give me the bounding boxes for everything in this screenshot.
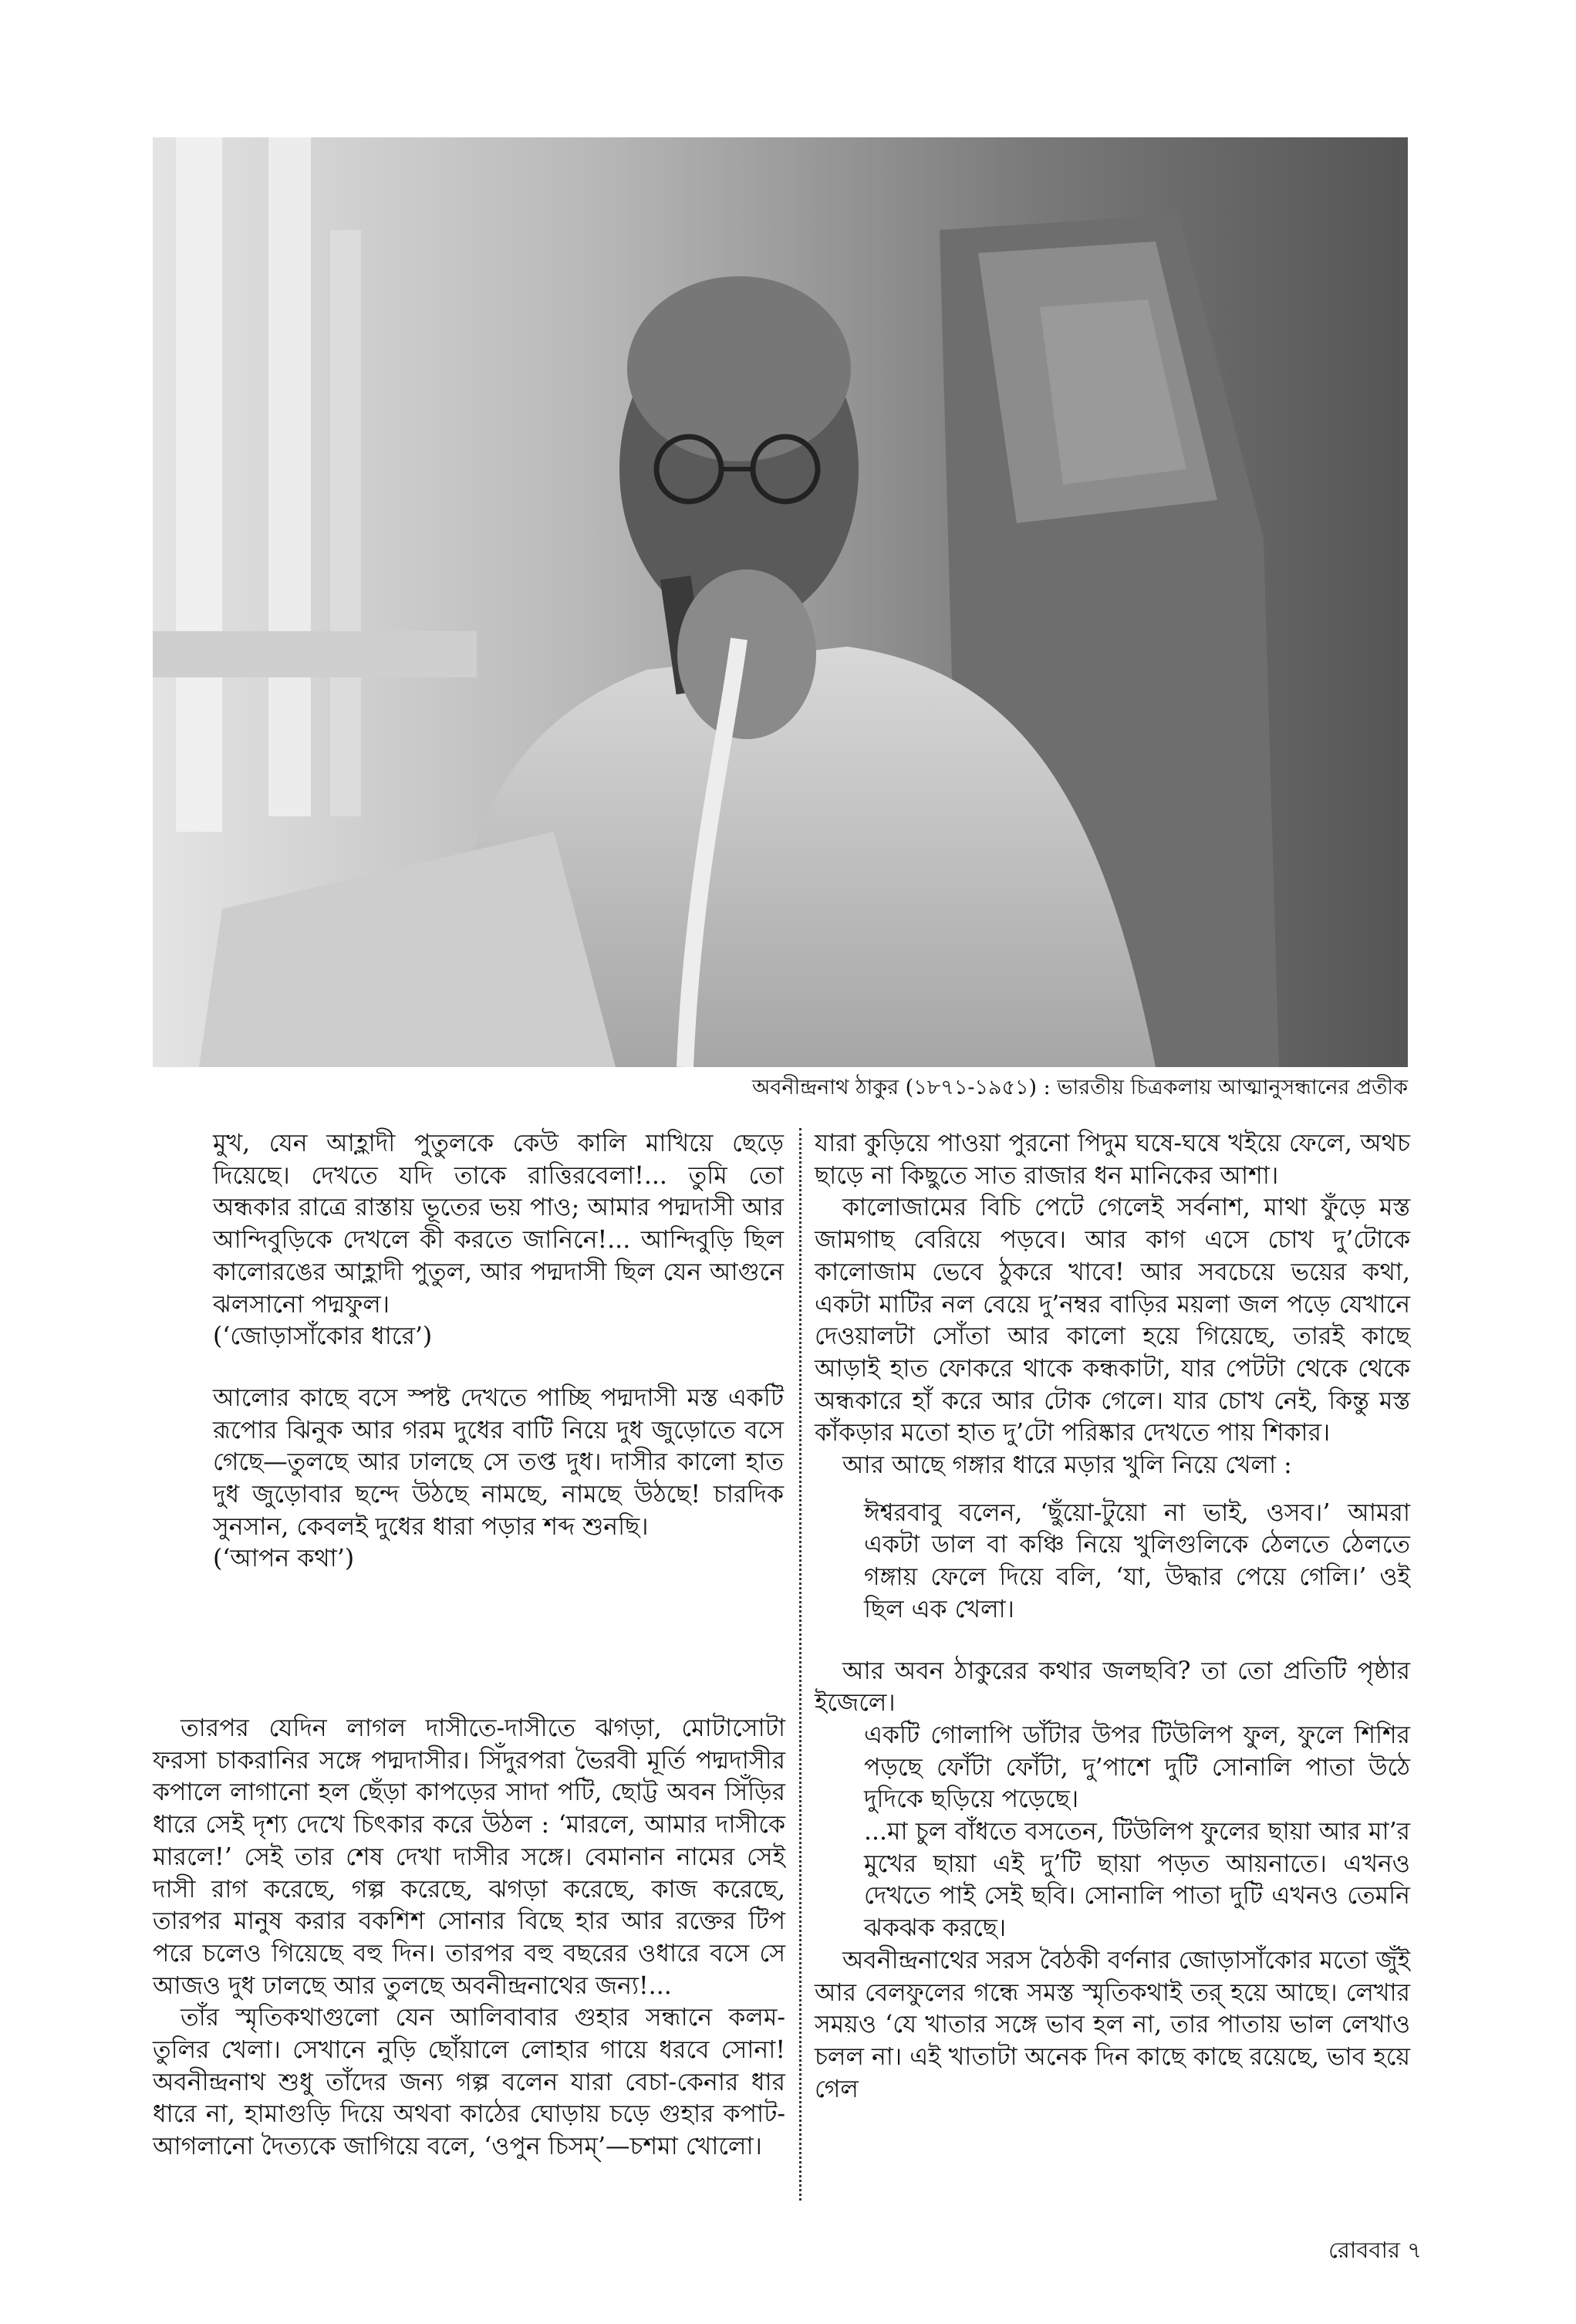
quote-2: আলোর কাছে বসে স্পষ্ট দেখতে পাচ্ছি পদ্মদাসী মস্ত একটি রূপোর ঝিনুক আর গরম দুধের বাটি নিয়ে দুধ জুড়োতে বসে গেছে—তুলছে আর ঢালছে সে তপ্ত দুধ। দাসীর কালো হাত দুধ জুড়োবার ছন্দে উঠছে নামছে, নামছে উঠছে! চারদিক সুনসান, কেবলই দুধের ধারা পড়ার শব্দ শুনছি। xyxy=(213,1383,784,1541)
left-column xyxy=(213,1128,784,1605)
paragraph-1: তারপর যেদিন লাগল দাসীতে-দাসীতে ঝগড়া, মোটাসোটা ফরসা চাকরানির সঙ্গে পদ্মদাসীর। সিঁদুরপরা ভৈরবী মূর্তি পদ্মদাসীর কপালে লাগানো হল ছেঁড়া কাপড়ের সাদা পটি, ছোট্ট অবন সিঁড়ির ধারে সেই দৃশ্য দেখে চিৎকার করে উঠল : ‘মারলে, আমার দাসীকে মারলে!’ সেই তার শেষ দেখা দাসীর সঙ্গে। বেমানান নামের সেই দাসী রাগ করেছে, গল্প করেছে, ঝগড়া করেছে, কাজ করেছে, তারপর মানুষ করার বকশিশ সোনার বিছে হার আর রক্তের টিপ পরে চলেও গিয়েছে বহু দিন। তারপর বহু বছরের ওধারে বসে সে আজও দুধ ঢালছে আর তুলছে অবনীন্দ্রনাথের জন্য!... xyxy=(153,1714,785,2000)
quote-1-source: (‘জোড়াসাঁকোর ধারে’) xyxy=(213,1322,433,1351)
page-footer: রোববার ৭ xyxy=(1328,2237,1422,2263)
portrait-photo-illustration xyxy=(153,137,1408,1067)
left-body xyxy=(153,1713,785,2164)
right-quote-1: ঈশ্বরবাবু বলেন, ‘ছুঁয়ো-টুয়ো না ভাই, ওসব।’ আমরা একটা ডাল বা কঞ্চি নিয়ে খুলিগুলিকে ঠেলতে ঠেলতে গঙ্গায় ফেলে দিয়ে বলি, ‘যা, উদ্ধার পেয়ে গেলি।’ ওই ছিল এক খেলা। xyxy=(864,1498,1410,1623)
right-quote-2: একটি গোলাপি ডাঁটার উপর টিউলিপ ফুল, ফুলে শিশির পড়ছে ফোঁটা ফোঁটা, দু’পাশে দুটি সোনালি পাতা উঠে দুদিকে ছড়িয়ে পড়েছে। xyxy=(864,1721,1410,1814)
quote-2-source: (‘আপন কথা’) xyxy=(213,1545,355,1573)
right-column xyxy=(815,1128,1410,2106)
column-divider xyxy=(799,1128,801,2201)
right-quote-3: ...মা চুল বাঁধতে বসতেন, টিউলিপ ফুলের ছায়া আর মা’র মুখের ছায়া এই দু’টি ছায়া পড়ত আয়নাতে। এখনও দেখতে পাই সেই ছবি। সোনালি পাতা দুটি এখনও তেমনি ঝকঝক করছে। xyxy=(864,1818,1410,1943)
quote-1: মুখ, যেন আহ্লাদী পুতুলকে কেউ কালি মাখিয়ে ছেড়ে দিয়েছে। দেখতে যদি তাকে রাত্তিরবেলা!... তুমি তো অন্ধকার রাত্রে রাস্তায় ভূতের ভয় পাও; আমার পদ্মদাসী আর আন্দিবুড়িকে দেখলে কী করতে জানিনে!... আন্দিবুড়ি ছিল কালোরঙের আহ্লাদী পুতুল, আর পদ্মদাসী ছিল যেন আগুনে ঝলসানো পদ্মফুল। xyxy=(213,1130,784,1319)
right-paragraph-4: আর অবন ঠাকুরের কথার জলছবি? তা তো প্রতিটি পৃষ্ঠার ইজেলে। xyxy=(815,1657,1410,1718)
portrait-photo xyxy=(153,137,1408,1067)
right-paragraph-2: কালোজামের বিচি পেটে গেলেই সর্বনাশ, মাথা ফুঁড়ে মস্ত জামগাছ বেরিয়ে পড়বে। আর কাগ এসে চোখ দু’টোকে কালোজাম ভেবে ঠুকরে খাবে! আর সবচেয়ে ভয়ের কথা, একটা মাটির নল বেয়ে দু’নম্বর বাড়ির ময়লা জল পড়ে যেখানে দেওয়ালটা সোঁতা আর কালো হয়ে গিয়েছে, তারই কাছে আড়াই হাত ফোকরে থাকে কন্ধকাটা, যার পেটটা থেকে থেকে অন্ধকারে হাঁ করে আর টোক গেলে। যার চোখ নেই, কিন্তু মস্ত কাঁকড়ার মতো হাত দু’টো পরিষ্কার দেখতে পায় শিকার। xyxy=(815,1194,1410,1447)
photo-caption: অবনীন্দ্রনাথ ঠাকুর (১৮৭১-১৯৫১) : ভারতীয় চিত্রকলায় আত্মানুসন্ধানের প্রতীক xyxy=(752,1076,1408,1100)
right-paragraph-1: যারা কুড়িয়ে পাওয়া পুরনো পিদুম ঘষে-ঘষে খইয়ে ফেলে, অথচ ছাড়ে না কিছুতে সাত রাজার ধন মানিকের আশা। xyxy=(815,1130,1410,1190)
right-paragraph-5: অবনীন্দ্রনাথের সরস বৈঠকী বর্ণনার জোড়াসাঁকোর মতো জুঁই আর বেলফুলের গন্ধে সমস্ত স্মৃতিকথাই তর্ হয়ে আছে। লেখার সময়ও ‘যে খাতার সঙ্গে ভাব হল না, তার পাতায় ভাল লেখাও চলল না। এই খাতাটা অনেক দিন কাছে কাছে রয়েছে, ভাব হয়ে গেল xyxy=(815,1946,1410,2103)
paragraph-2: তাঁর স্মৃতিকথাগুলো যেন আলিবাবার গুহার সন্ধানে কলম-তুলির খেলা। সেখানে নুড়ি ছোঁয়ালে লোহার গায়ে ধরবে সোনা! অবনীন্দ্রনাথ শুধু তাঁদের জন্য গল্প বলেন যারা বেচা-কেনার ধার ধারে না, হামাগুড়ি দিয়ে অথবা কাঠের ঘোড়ায় চড়ে গুহার কপাট-আগলানো দৈত্যকে জাগিয়ে বলে, ‘ওপুন চিসম্’—চশমা খোলো। xyxy=(153,2004,785,2161)
right-paragraph-3: আর আছে গঙ্গার ধারে মড়ার খুলি নিয়ে খেলা : xyxy=(842,1451,1292,1480)
